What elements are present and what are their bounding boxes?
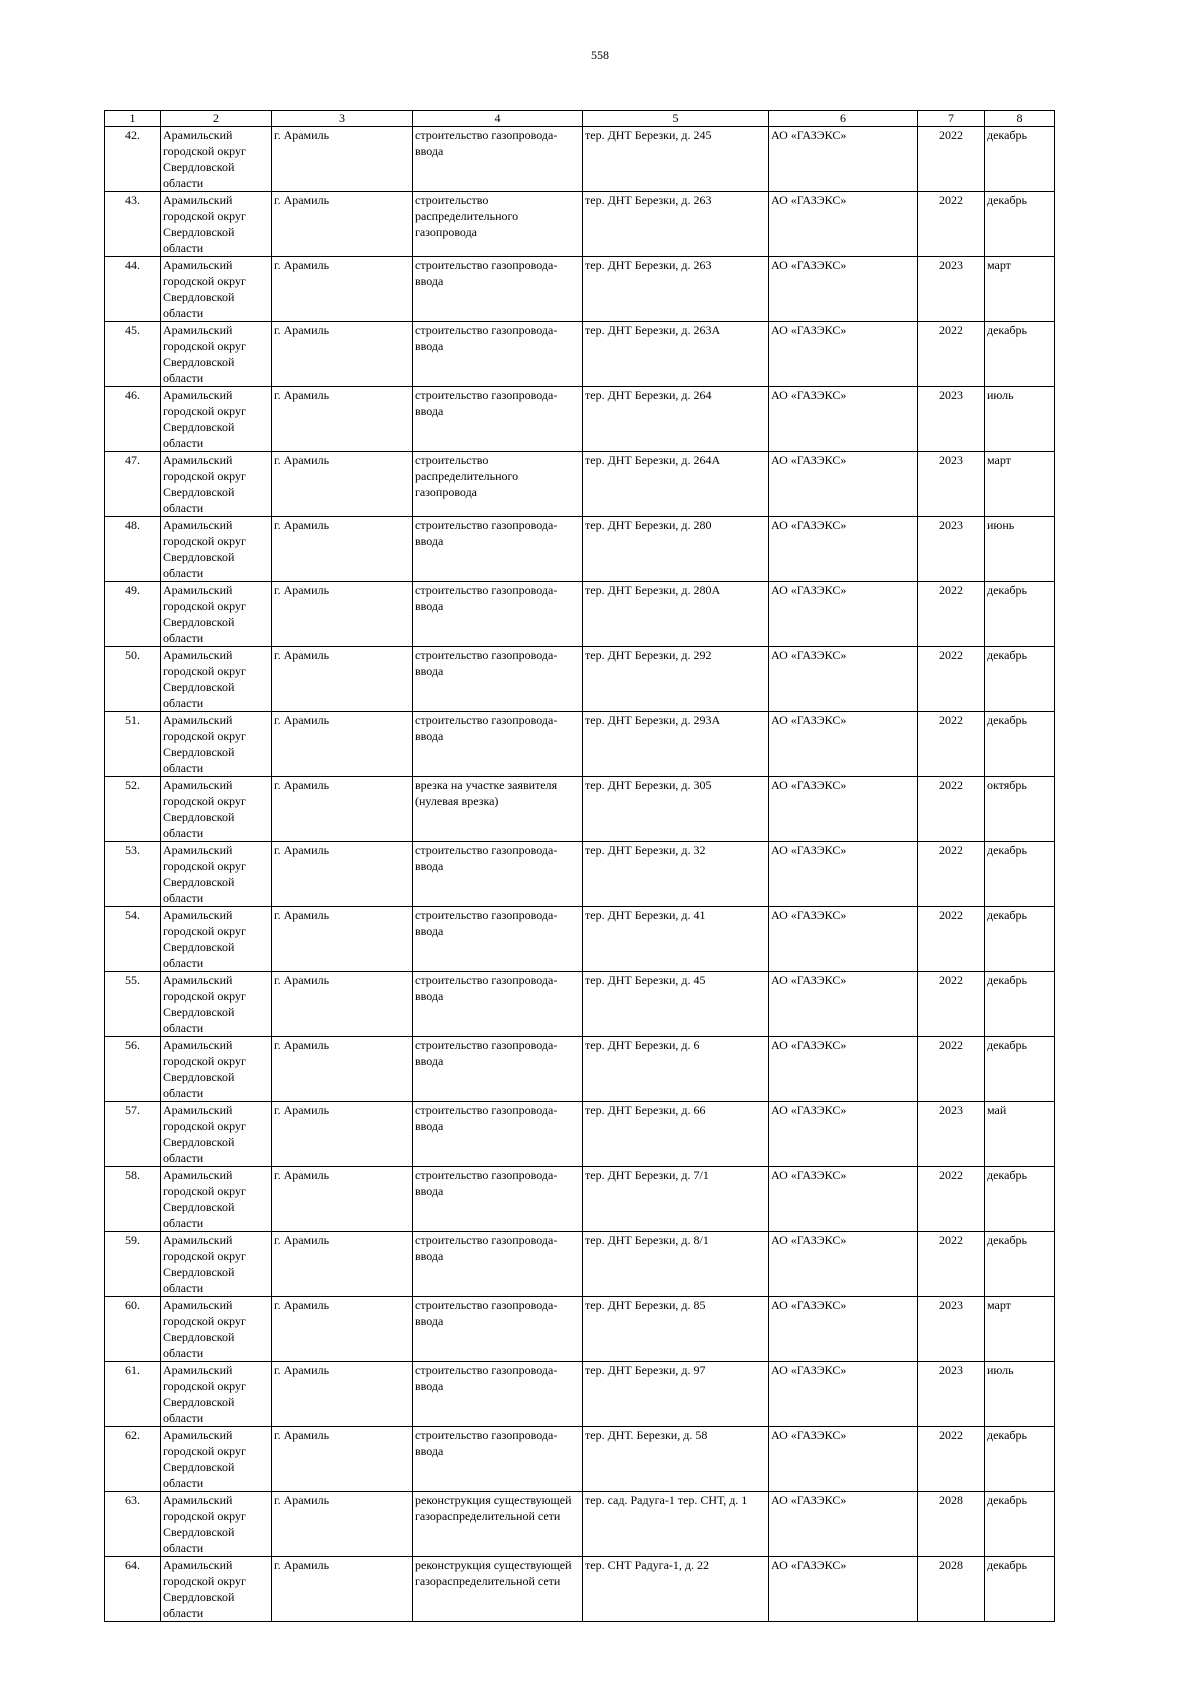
row-number: 60. [105, 1297, 161, 1362]
year-cell: 2023 [918, 517, 985, 582]
year-cell: 2022 [918, 842, 985, 907]
address-cell: тер. ДНТ Березки, д. 66 [583, 1102, 769, 1167]
work-type-cell: строительство газопровода-ввода [413, 517, 583, 582]
table-row [105, 257, 1055, 322]
row-number: 50. [105, 647, 161, 712]
year-cell: 2022 [918, 322, 985, 387]
column-header: 4 [413, 111, 583, 127]
month-cell: декабрь [985, 1037, 1055, 1102]
address-cell: тер. ДНТ Березки, д. 41 [583, 907, 769, 972]
city-cell: г. Арамиль [272, 192, 413, 257]
column-header: 7 [918, 111, 985, 127]
row-number: 63. [105, 1492, 161, 1557]
month-cell: декабрь [985, 582, 1055, 647]
work-type-cell: реконструкция существующей газораспределительной сети [413, 1492, 583, 1557]
city-cell: г. Арамиль [272, 712, 413, 777]
row-number: 49. [105, 582, 161, 647]
row-number: 59. [105, 1232, 161, 1297]
organization-cell: АО «ГАЗЭКС» [769, 257, 918, 322]
year-cell: 2022 [918, 127, 985, 192]
month-cell: март [985, 257, 1055, 322]
work-type-cell: строительство газопровода-ввода [413, 1362, 583, 1427]
table-row [105, 517, 1055, 582]
month-cell: декабрь [985, 127, 1055, 192]
work-type-cell: строительство газопровода-ввода [413, 387, 583, 452]
address-cell: тер. ДНТ Березки, д. 280А [583, 582, 769, 647]
city-cell: г. Арамиль [272, 842, 413, 907]
table-row [105, 842, 1055, 907]
work-type-cell: врезка на участке заявителя (нулевая врезка) [413, 777, 583, 842]
district-cell: Арамильский городской округ Свердловской области [161, 777, 272, 842]
work-type-cell: строительство газопровода-ввода [413, 712, 583, 777]
month-cell: декабрь [985, 1427, 1055, 1492]
column-header: 6 [769, 111, 918, 127]
page-number: 558 [591, 48, 609, 62]
work-type-cell: строительство газопровода-ввода [413, 1102, 583, 1167]
district-cell: Арамильский городской округ Свердловской области [161, 1167, 272, 1232]
address-cell: тер. ДНТ Березки, д. 263 [583, 192, 769, 257]
organization-cell: АО «ГАЗЭКС» [769, 127, 918, 192]
year-cell: 2022 [918, 1167, 985, 1232]
year-cell: 2022 [918, 972, 985, 1037]
district-cell: Арамильский городской округ Свердловской области [161, 972, 272, 1037]
address-cell: тер. ДНТ Березки, д. 8/1 [583, 1232, 769, 1297]
gasification-table [104, 110, 1055, 1622]
row-number: 42. [105, 127, 161, 192]
city-cell: г. Арамиль [272, 127, 413, 192]
city-cell: г. Арамиль [272, 1557, 413, 1622]
year-cell: 2023 [918, 1297, 985, 1362]
table-row [105, 387, 1055, 452]
district-cell: Арамильский городской округ Свердловской области [161, 907, 272, 972]
address-cell: тер. ДНТ Березки, д. 293А [583, 712, 769, 777]
year-cell: 2022 [918, 1232, 985, 1297]
column-header: 2 [161, 111, 272, 127]
month-cell: декабрь [985, 1492, 1055, 1557]
row-number: 47. [105, 452, 161, 517]
month-cell: декабрь [985, 712, 1055, 777]
work-type-cell: строительство распределительного газопровода [413, 452, 583, 517]
organization-cell: АО «ГАЗЭКС» [769, 1037, 918, 1102]
month-cell: июнь [985, 517, 1055, 582]
city-cell: г. Арамиль [272, 647, 413, 712]
work-type-cell: строительство газопровода-ввода [413, 842, 583, 907]
month-cell: декабрь [985, 907, 1055, 972]
district-cell: Арамильский городской округ Свердловской области [161, 1427, 272, 1492]
organization-cell: АО «ГАЗЭКС» [769, 907, 918, 972]
table-row [105, 1232, 1055, 1297]
work-type-cell: строительство газопровода-ввода [413, 1427, 583, 1492]
month-cell: март [985, 452, 1055, 517]
work-type-cell: строительство газопровода-ввода [413, 1232, 583, 1297]
address-cell: тер. ДНТ Березки, д. 292 [583, 647, 769, 712]
district-cell: Арамильский городской округ Свердловской области [161, 1362, 272, 1427]
address-cell: тер. ДНТ Березки, д. 263 [583, 257, 769, 322]
address-cell: тер. ДНТ. Березки, д. 58 [583, 1427, 769, 1492]
year-cell: 2023 [918, 387, 985, 452]
city-cell: г. Арамиль [272, 387, 413, 452]
work-type-cell: строительство газопровода-ввода [413, 322, 583, 387]
city-cell: г. Арамиль [272, 257, 413, 322]
work-type-cell: строительство газопровода-ввода [413, 1167, 583, 1232]
header-row [105, 111, 1055, 127]
organization-cell: АО «ГАЗЭКС» [769, 842, 918, 907]
year-cell: 2023 [918, 257, 985, 322]
row-number: 54. [105, 907, 161, 972]
district-cell: Арамильский городской округ Свердловской области [161, 647, 272, 712]
address-cell: тер. ДНТ Березки, д. 7/1 [583, 1167, 769, 1232]
address-cell: тер. ДНТ Березки, д. 97 [583, 1362, 769, 1427]
row-number: 55. [105, 972, 161, 1037]
address-cell: тер. ДНТ Березки, д. 45 [583, 972, 769, 1037]
district-cell: Арамильский городской округ Свердловской области [161, 1037, 272, 1102]
organization-cell: АО «ГАЗЭКС» [769, 777, 918, 842]
table-row [105, 972, 1055, 1037]
city-cell: г. Арамиль [272, 1427, 413, 1492]
work-type-cell: строительство газопровода-ввода [413, 972, 583, 1037]
district-cell: Арамильский городской округ Свердловской области [161, 842, 272, 907]
work-type-cell: строительство газопровода-ввода [413, 647, 583, 712]
row-number: 43. [105, 192, 161, 257]
work-type-cell: строительство газопровода-ввода [413, 127, 583, 192]
year-cell: 2022 [918, 1427, 985, 1492]
address-cell: тер. СНТ Радуга-1, д. 22 [583, 1557, 769, 1622]
organization-cell: АО «ГАЗЭКС» [769, 1427, 918, 1492]
year-cell: 2022 [918, 1037, 985, 1102]
organization-cell: АО «ГАЗЭКС» [769, 1492, 918, 1557]
organization-cell: АО «ГАЗЭКС» [769, 452, 918, 517]
table-row [105, 192, 1055, 257]
row-number: 51. [105, 712, 161, 777]
district-cell: Арамильский городской округ Свердловской области [161, 192, 272, 257]
month-cell: декабрь [985, 1167, 1055, 1232]
work-type-cell: строительство газопровода-ввода [413, 907, 583, 972]
city-cell: г. Арамиль [272, 452, 413, 517]
table-row [105, 1557, 1055, 1622]
organization-cell: АО «ГАЗЭКС» [769, 322, 918, 387]
row-number: 53. [105, 842, 161, 907]
month-cell: июль [985, 387, 1055, 452]
table-row [105, 452, 1055, 517]
row-number: 64. [105, 1557, 161, 1622]
table-row [105, 1492, 1055, 1557]
organization-cell: АО «ГАЗЭКС» [769, 387, 918, 452]
table-row [105, 1037, 1055, 1102]
organization-cell: АО «ГАЗЭКС» [769, 192, 918, 257]
work-type-cell: строительство распределительного газопровода [413, 192, 583, 257]
district-cell: Арамильский городской округ Свердловской области [161, 1297, 272, 1362]
table-body [105, 127, 1055, 1622]
organization-cell: АО «ГАЗЭКС» [769, 1232, 918, 1297]
column-header: 8 [985, 111, 1055, 127]
organization-cell: АО «ГАЗЭКС» [769, 1557, 918, 1622]
address-cell: тер. ДНТ Березки, д. 263А [583, 322, 769, 387]
month-cell: декабрь [985, 1232, 1055, 1297]
row-number: 44. [105, 257, 161, 322]
organization-cell: АО «ГАЗЭКС» [769, 517, 918, 582]
year-cell: 2022 [918, 582, 985, 647]
row-number: 62. [105, 1427, 161, 1492]
organization-cell: АО «ГАЗЭКС» [769, 972, 918, 1037]
year-cell: 2028 [918, 1557, 985, 1622]
month-cell: декабрь [985, 647, 1055, 712]
district-cell: Арамильский городской округ Свердловской области [161, 582, 272, 647]
work-type-cell: строительство газопровода-ввода [413, 582, 583, 647]
address-cell: тер. сад. Радуга-1 тер. СНТ, д. 1 [583, 1492, 769, 1557]
address-cell: тер. ДНТ Березки, д. 245 [583, 127, 769, 192]
district-cell: Арамильский городской округ Свердловской области [161, 257, 272, 322]
district-cell: Арамильский городской округ Свердловской области [161, 1232, 272, 1297]
city-cell: г. Арамиль [272, 972, 413, 1037]
month-cell: декабрь [985, 842, 1055, 907]
work-type-cell: строительство газопровода-ввода [413, 1297, 583, 1362]
work-type-cell: строительство газопровода-ввода [413, 1037, 583, 1102]
table-row [105, 582, 1055, 647]
year-cell: 2022 [918, 777, 985, 842]
row-number: 58. [105, 1167, 161, 1232]
district-cell: Арамильский городской округ Свердловской области [161, 127, 272, 192]
table-row [105, 712, 1055, 777]
district-cell: Арамильский городской округ Свердловской области [161, 322, 272, 387]
year-cell: 2023 [918, 1102, 985, 1167]
organization-cell: АО «ГАЗЭКС» [769, 647, 918, 712]
address-cell: тер. ДНТ Березки, д. 305 [583, 777, 769, 842]
organization-cell: АО «ГАЗЭКС» [769, 712, 918, 777]
table-row [105, 127, 1055, 192]
month-cell: декабрь [985, 322, 1055, 387]
city-cell: г. Арамиль [272, 1102, 413, 1167]
city-cell: г. Арамиль [272, 1037, 413, 1102]
table-row [105, 1102, 1055, 1167]
table-row [105, 1297, 1055, 1362]
address-cell: тер. ДНТ Березки, д. 264А [583, 452, 769, 517]
month-cell: декабрь [985, 1557, 1055, 1622]
row-number: 45. [105, 322, 161, 387]
district-cell: Арамильский городской округ Свердловской области [161, 1557, 272, 1622]
city-cell: г. Арамиль [272, 777, 413, 842]
address-cell: тер. ДНТ Березки, д. 6 [583, 1037, 769, 1102]
organization-cell: АО «ГАЗЭКС» [769, 582, 918, 647]
city-cell: г. Арамиль [272, 1362, 413, 1427]
row-number: 56. [105, 1037, 161, 1102]
city-cell: г. Арамиль [272, 1167, 413, 1232]
city-cell: г. Арамиль [272, 582, 413, 647]
row-number: 52. [105, 777, 161, 842]
district-cell: Арамильский городской округ Свердловской области [161, 452, 272, 517]
row-number: 61. [105, 1362, 161, 1427]
month-cell: июль [985, 1362, 1055, 1427]
address-cell: тер. ДНТ Березки, д. 280 [583, 517, 769, 582]
organization-cell: АО «ГАЗЭКС» [769, 1167, 918, 1232]
district-cell: Арамильский городской округ Свердловской области [161, 517, 272, 582]
district-cell: Арамильский городской округ Свердловской области [161, 387, 272, 452]
city-cell: г. Арамиль [272, 1492, 413, 1557]
city-cell: г. Арамиль [272, 1297, 413, 1362]
city-cell: г. Арамиль [272, 517, 413, 582]
year-cell: 2022 [918, 907, 985, 972]
row-number: 48. [105, 517, 161, 582]
table-row [105, 1167, 1055, 1232]
month-cell: октябрь [985, 777, 1055, 842]
work-type-cell: строительство газопровода-ввода [413, 257, 583, 322]
organization-cell: АО «ГАЗЭКС» [769, 1362, 918, 1427]
year-cell: 2023 [918, 1362, 985, 1427]
row-number: 46. [105, 387, 161, 452]
district-cell: Арамильский городской округ Свердловской области [161, 1492, 272, 1557]
city-cell: г. Арамиль [272, 907, 413, 972]
year-cell: 2023 [918, 452, 985, 517]
address-cell: тер. ДНТ Березки, д. 85 [583, 1297, 769, 1362]
month-cell: декабрь [985, 972, 1055, 1037]
address-cell: тер. ДНТ Березки, д. 32 [583, 842, 769, 907]
year-cell: 2028 [918, 1492, 985, 1557]
year-cell: 2022 [918, 647, 985, 712]
district-cell: Арамильский городской округ Свердловской области [161, 712, 272, 777]
table-row [105, 1427, 1055, 1492]
year-cell: 2022 [918, 192, 985, 257]
month-cell: март [985, 1297, 1055, 1362]
month-cell: декабрь [985, 192, 1055, 257]
organization-cell: АО «ГАЗЭКС» [769, 1102, 918, 1167]
table-row [105, 907, 1055, 972]
column-header: 3 [272, 111, 413, 127]
table-row [105, 322, 1055, 387]
month-cell: май [985, 1102, 1055, 1167]
column-header: 1 [105, 111, 161, 127]
row-number: 57. [105, 1102, 161, 1167]
city-cell: г. Арамиль [272, 322, 413, 387]
table-row [105, 647, 1055, 712]
column-header: 5 [583, 111, 769, 127]
table-row [105, 777, 1055, 842]
year-cell: 2022 [918, 712, 985, 777]
organization-cell: АО «ГАЗЭКС» [769, 1297, 918, 1362]
table-row [105, 1362, 1055, 1427]
city-cell: г. Арамиль [272, 1232, 413, 1297]
district-cell: Арамильский городской округ Свердловской области [161, 1102, 272, 1167]
work-type-cell: реконструкция существующей газораспределительной сети [413, 1557, 583, 1622]
address-cell: тер. ДНТ Березки, д. 264 [583, 387, 769, 452]
